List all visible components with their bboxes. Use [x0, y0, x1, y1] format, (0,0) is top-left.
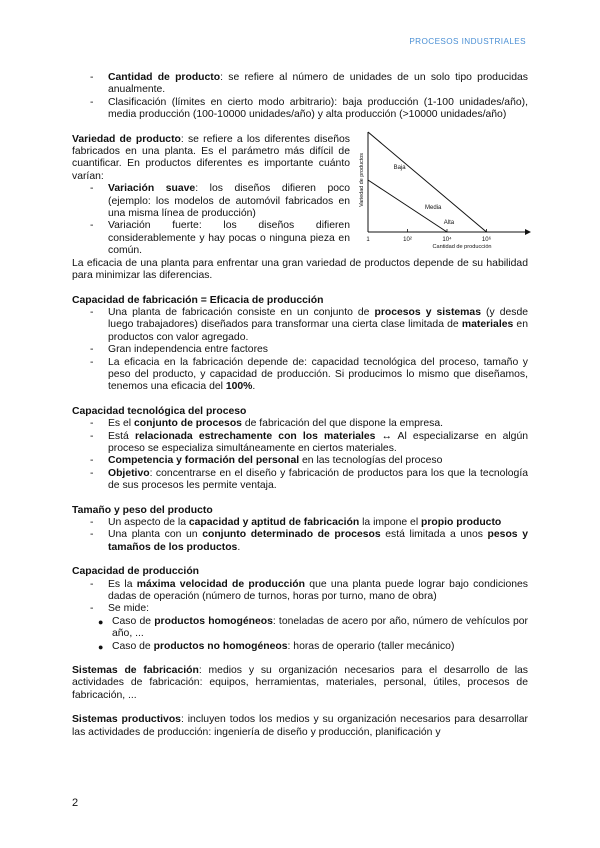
- list-item: - Cantidad de producto: se refiere al número de unidades de un solo tipo producidas anualmente.: [72, 72, 528, 97]
- list-item: - Una planta de fabricación consiste en un conjunto de procesos y sistemas (y desde luego trabajadores) diseñados para transformar una cierta clase limitada de materiales en productos con valor agregado.: [72, 307, 528, 344]
- series-line-upper-boundary: [368, 132, 487, 232]
- list-item: - Variación suave: los diseños difieren poco (ejemplo: los modelos de automóvil fabricados en una misma línea de producción): [72, 183, 350, 220]
- section-heading-production: Capacidad de producción: [72, 566, 200, 578]
- variety-quantity-chart: [354, 128, 532, 250]
- production-sublist: [72, 616, 528, 653]
- section-heading-size: Tamaño y peso del producto: [72, 504, 213, 516]
- list-item: - Un aspecto de la capacidad y aptitud de fabricación la impone el propio producto: [72, 517, 528, 529]
- variety-quantity-figure: [354, 128, 532, 250]
- list-item: - Variación fuerte: los diseños difieren considerablemente y hay pocas o ninguna pieza en común.: [72, 220, 350, 257]
- section-heading-capacity: Capacidad de fabricación = Eficacia de producción: [72, 294, 324, 306]
- size-list: [72, 517, 528, 554]
- x-tick-label: 1: [366, 236, 370, 243]
- list-item: - Es el conjunto de procesos de fabricación del que dispone la empresa.: [72, 418, 528, 430]
- list-item: - Se mide: ● Caso de productos homogéneos: toneladas de acero por año, número de vehículos por año, ... ● Caso de productos no homogéneos: horas de operario (taller mecánico): [72, 603, 528, 653]
- x-axis-label: Cantidad de producción: [432, 243, 492, 250]
- region-label: Baja: [393, 164, 406, 171]
- list-item: - Una planta con un conjunto determinado de procesos está limitada a unos pesos y tamaños de los productos.: [72, 529, 528, 554]
- list-item: - Clasificación (límites en cierto modo arbitrario): baja producción (1-100 unidades/año), media producción (100-10000 unidades/año) y alta producción (>10000 unidades/año): [72, 97, 528, 122]
- region-label: Alta: [443, 219, 455, 226]
- variety-list: [72, 183, 350, 257]
- list-item: - Es la máxima velocidad de producción que una planta puede lograr bajo condiciones dadas de operación (número de turnos, horas por turno, mano de obra): [72, 579, 528, 604]
- list-item: - Gran independencia entre factores: [72, 344, 528, 356]
- variety-section: [72, 134, 528, 283]
- intro-list: [72, 72, 528, 122]
- list-item: - Está relacionada estrechamente con los materiales ↔ Al especializarse en algún proceso se especializa simultáneamente en ciertos materiales.: [72, 431, 528, 456]
- section-heading-tech: Capacidad tecnológica del proceso: [72, 405, 247, 417]
- x-axis-arrow: [525, 229, 531, 235]
- systems-paragraph: Sistemas de fabricación: medios y su organización necesarios para el desarrollo de las actividades de fabricación: equipos, herramientas, materiales, personal, útiles, procesos de fabricación, ...: [72, 665, 528, 701]
- list-item: - Objetivo: concentrarse en el diseño y fabricación de productos para los que la tecnología de sus procesos les permite ventaja.: [72, 468, 528, 493]
- capacity-list: [72, 307, 528, 394]
- list-item: - Competencia y formación del personal en las tecnologías del proceso: [72, 455, 528, 467]
- y-axis-label: Variedad de productos: [359, 152, 365, 207]
- list-item: ● Caso de productos homogéneos: toneladas de acero por año, número de vehículos por año, ...: [72, 616, 528, 641]
- page-content: [72, 72, 528, 739]
- x-tick-label: 10²: [403, 236, 412, 243]
- variety-conclusion: La eficacia de una planta para enfrentar una gran variedad de productos depende de su habilidad para minimizar las diferencias.: [72, 257, 528, 282]
- list-item: ● Caso de productos no homogéneos: horas de operario (taller mecánico): [72, 641, 528, 653]
- running-header: PROCESOS INDUSTRIALES: [409, 37, 526, 46]
- region-label: Media: [425, 204, 442, 211]
- page-number: 2: [72, 797, 79, 809]
- production-list: [72, 579, 528, 653]
- x-tick-label: 10⁴: [442, 236, 452, 243]
- variety-paragraph: Variedad de producto: se refiere a los diferentes diseños fabricados en una planta. Es el parámetro más difícil de cuantificar. En productos diferentes es importante cuánto varían:: [72, 133, 350, 182]
- list-item: - La eficacia en la fabricación depende de: capacidad tecnológica del proceso, tamaño y peso del producto, y capacidad de producción. Si producimos lo mismo que diseñamos, tenemos una eficacia del 100%.: [72, 357, 528, 394]
- productive-paragraph: Sistemas productivos: incluyen todos los medios y su organización necesarios para desarrollar las actividades de producción: ingeniería de diseño y producción, planificación y: [72, 714, 529, 738]
- x-tick-label: 10⁶: [481, 236, 492, 243]
- tech-list: [72, 418, 528, 492]
